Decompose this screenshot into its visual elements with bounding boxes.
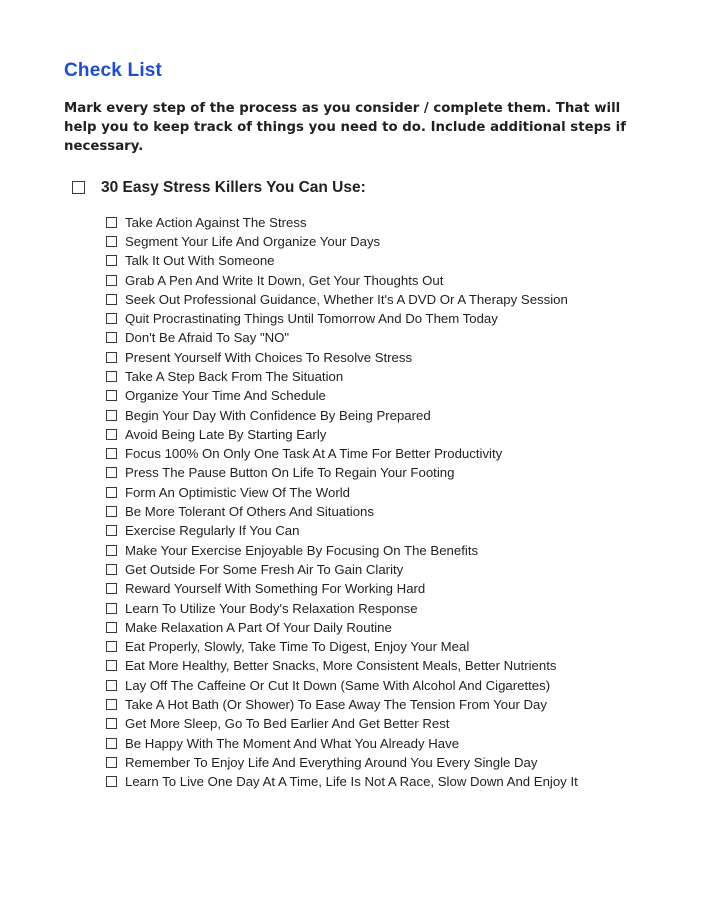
checkbox-icon[interactable] [106, 294, 117, 305]
list-item-label: Segment Your Life And Organize Your Days [125, 233, 381, 249]
checkbox-icon[interactable] [106, 448, 117, 459]
list-item-label: Make Relaxation A Part Of Your Daily Routine [125, 619, 392, 635]
list-item-label: Seek Out Professional Guidance, Whether It's A DVD Or A Therapy Session [125, 291, 568, 307]
list-item-label: Learn To Live One Day At A Time, Life Is Not A Race, Slow Down And Enjoy It [125, 774, 578, 790]
list-item-label: Remember To Enjoy Life And Everything Around You Every Single Day [125, 754, 538, 770]
list-item[interactable] [106, 656, 652, 675]
intro-paragraph: Mark every step of the process as you consider / complete them. That will help you to keep track of things you need to do. Include additional steps if necessary. [64, 101, 627, 154]
list-item-label: Avoid Being Late By Starting Early [125, 426, 327, 442]
list-item[interactable] [106, 213, 652, 232]
list-item[interactable] [106, 251, 652, 270]
list-item-label: Press The Pause Button On Life To Regain Your Footing [125, 465, 455, 481]
list-item-label: Be More Tolerant Of Others And Situations [125, 504, 374, 520]
list-item[interactable] [106, 560, 652, 579]
section-heading [72, 179, 652, 197]
list-item[interactable] [106, 463, 652, 482]
checkbox-icon[interactable] [106, 332, 117, 343]
section-checkbox[interactable] [72, 181, 85, 194]
list-item-label: Reward Yourself With Something For Working Hard [125, 581, 426, 597]
page-title: Check List [64, 60, 163, 81]
list-item[interactable] [106, 367, 652, 386]
list-item[interactable] [106, 676, 652, 695]
checkbox-icon[interactable] [106, 313, 117, 324]
checkbox-icon[interactable] [106, 757, 117, 768]
checkbox-icon[interactable] [106, 660, 117, 671]
section-title: 30 Easy Stress Killers You Can Use: [101, 178, 366, 196]
list-item[interactable] [106, 444, 652, 463]
checkbox-icon[interactable] [106, 275, 117, 286]
list-item-label: Eat Properly, Slowly, Take Time To Digest, Enjoy Your Meal [125, 639, 470, 655]
list-item[interactable] [106, 425, 652, 444]
checkbox-icon[interactable] [106, 564, 117, 575]
list-item[interactable] [106, 618, 652, 637]
list-item-label: Make Your Exercise Enjoyable By Focusing On The Benefits [125, 542, 479, 558]
list-item-label: Focus 100% On Only One Task At A Time For Better Productivity [125, 446, 503, 462]
checkbox-icon[interactable] [106, 487, 117, 498]
list-item[interactable] [106, 483, 652, 502]
list-item-label: Take A Step Back From The Situation [125, 369, 344, 384]
list-item-label: Get Outside For Some Fresh Air To Gain Clarity [125, 561, 404, 577]
checkbox-icon[interactable] [106, 718, 117, 729]
list-item-label: Learn To Utilize Your Body's Relaxation Response [125, 600, 418, 616]
checkbox-icon[interactable] [106, 603, 117, 614]
checkbox-icon[interactable] [106, 622, 117, 633]
list-item[interactable] [106, 502, 652, 521]
list-item-label: Take A Hot Bath (Or Shower) To Ease Away The Tension From Your Day [125, 697, 547, 713]
checkbox-icon[interactable] [106, 776, 117, 787]
list-item[interactable] [106, 232, 652, 251]
checkbox-icon[interactable] [106, 410, 117, 421]
checkbox-icon[interactable] [106, 217, 117, 228]
checkbox-icon[interactable] [106, 506, 117, 517]
checkbox-icon[interactable] [106, 236, 117, 247]
checkbox-icon[interactable] [106, 371, 117, 382]
list-item-label: Be Happy With The Moment And What You Already Have [125, 735, 460, 751]
list-item-label: Get More Sleep, Go To Bed Earlier And Get Better Rest [125, 716, 450, 732]
list-item[interactable] [106, 599, 652, 618]
list-item[interactable] [106, 328, 652, 347]
checkbox-icon[interactable] [106, 738, 117, 749]
list-item[interactable] [106, 309, 652, 328]
checkbox-icon[interactable] [106, 352, 117, 363]
checkbox-icon[interactable] [106, 641, 117, 652]
list-item-label: Present Yourself With Choices To Resolve Stress [125, 349, 413, 365]
list-item-label: Exercise Regularly If You Can [125, 523, 300, 539]
list-item-label: Talk It Out With Someone [125, 253, 275, 269]
list-item[interactable] [106, 271, 652, 290]
list-item-label: Take Action Against The Stress [125, 214, 307, 230]
checkbox-icon[interactable] [106, 583, 117, 594]
checkbox-icon[interactable] [106, 467, 117, 478]
list-item-label: Eat More Healthy, Better Snacks, More Consistent Meals, Better Nutrients [125, 658, 557, 674]
checkbox-icon[interactable] [106, 545, 117, 556]
checklist [64, 213, 652, 792]
list-item-label: Form An Optimistic View Of The World [125, 484, 350, 500]
checkbox-icon[interactable] [106, 699, 117, 710]
list-item[interactable] [106, 637, 652, 656]
list-item-label: Quit Procrastinating Things Until Tomorrow And Do Them Today [125, 311, 498, 327]
checkbox-icon[interactable] [106, 525, 117, 536]
checkbox-icon[interactable] [106, 680, 117, 691]
list-item[interactable] [106, 734, 652, 753]
list-item[interactable] [106, 695, 652, 714]
list-item[interactable] [106, 386, 652, 405]
list-item[interactable] [106, 714, 652, 733]
list-item[interactable] [106, 772, 652, 791]
list-item-label: Don't Be Afraid To Say "NO" [125, 330, 290, 346]
list-item[interactable] [106, 348, 652, 367]
list-item[interactable] [106, 579, 652, 598]
list-item[interactable] [106, 541, 652, 560]
list-item[interactable] [106, 753, 652, 772]
checkbox-icon[interactable] [106, 255, 117, 266]
checkbox-icon[interactable] [106, 429, 117, 440]
list-item[interactable] [106, 290, 652, 309]
list-item-label: Begin Your Day With Confidence By Being Prepared [125, 407, 431, 423]
list-item-label: Grab A Pen And Write It Down, Get Your Thoughts Out [125, 272, 444, 288]
list-item[interactable] [106, 521, 652, 540]
checkbox-icon[interactable] [106, 390, 117, 401]
list-item[interactable] [106, 406, 652, 425]
list-item-label: Lay Off The Caffeine Or Cut It Down (Same With Alcohol And Cigarettes) [125, 677, 551, 693]
list-item-label: Organize Your Time And Schedule [125, 388, 326, 404]
